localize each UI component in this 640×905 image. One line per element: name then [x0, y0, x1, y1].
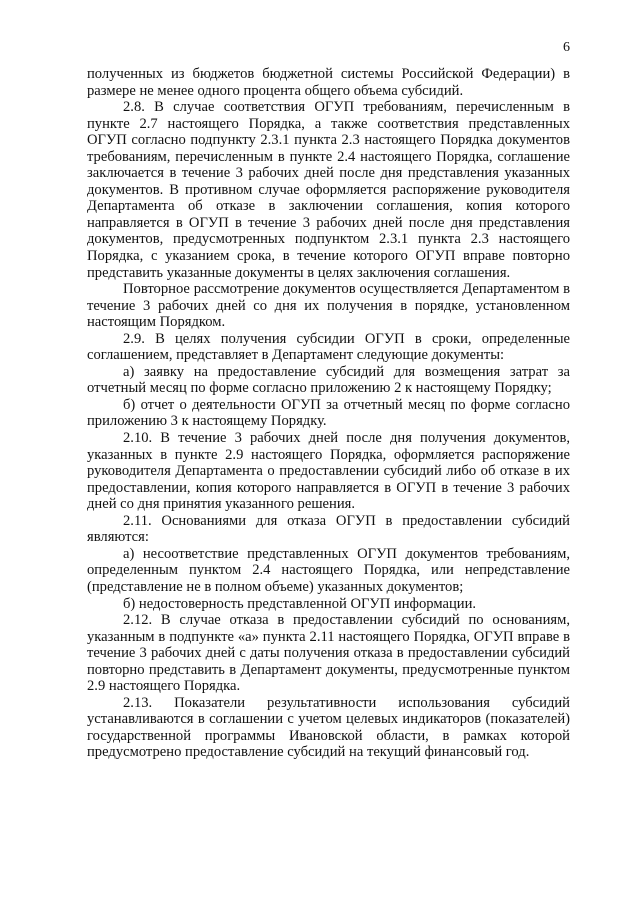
- document-body: [87, 66, 570, 761]
- page-number: 6: [563, 40, 570, 55]
- paragraph: а) несоответствие представленных ОГУП документов требованиям, определенным пунктом 2.4 настоящего Порядка, или непредставление (представление не в полном объеме) указанных документов;: [87, 545, 570, 595]
- paragraph: б) отчет о деятельности ОГУП за отчетный месяц по форме согласно приложению 3 к настоящему Порядку.: [87, 396, 570, 430]
- paragraph: 2.13. Показатели результативности использования субсидий устанавливаются в соглашении с учетом целевых индикаторов (показателей) государственной программы Ивановской области, в рамках которой предусмотрено предоставление субсидий на текущий финансовый год.: [87, 694, 570, 761]
- paragraph: 2.8. В случае соответствия ОГУП требованиям, перечисленным в пункте 2.7 настоящего Порядка, а также соответствия представленных ОГУП согласно подпункту 2.3.1 пункта 2.3 настоящего Порядка документов требованиям, перечисленным в пункте 2.4 настоящего Порядка, соглашение заключается в течение 3 рабочих дней после дня представления указанных документов. В противном случае оформляется распоряжение руководителя Департамента об отказе в заключении соглашения, копия которого направляется в ОГУП в течение 3 рабочих дней после дня представления документов, предусмотренных подпунктом 2.3.1 пункта 2.3 настоящего Порядка, с указанием срока, в течение которого ОГУП вправе повторно представить указанные документы в целях заключения соглашения.: [87, 99, 570, 281]
- paragraph: полученных из бюджетов бюджетной системы Российской Федерации) в размере не менее одного процента общего объема субсидий.: [87, 66, 570, 99]
- paragraph: Повторное рассмотрение документов осуществляется Департаментом в течение 3 рабочих дней со дня их получения в порядке, установленном настоящим Порядком.: [87, 281, 570, 331]
- paragraph: 2.9. В целях получения субсидии ОГУП в сроки, определенные соглашением, представляет в Департамент следующие документы:: [87, 330, 570, 364]
- paragraph: 2.11. Основаниями для отказа ОГУП в предоставлении субсидий являются:: [87, 512, 570, 546]
- paragraph: 2.12. В случае отказа в предоставлении субсидий по основаниям, указанным в подпункте «а» пункта 2.11 настоящего Порядка, ОГУП вправе в течение 3 рабочих дней с даты получения отказа в предоставлении субсидий повторно представить в Департамент документы, предусмотренные пунктом 2.9 настоящего Порядка.: [87, 612, 570, 695]
- paragraph: а) заявку на предоставление субсидий для возмещения затрат за отчетный месяц по форме согласно приложению 2 к настоящему Порядку;: [87, 363, 570, 397]
- paragraph: 2.10. В течение 3 рабочих дней после дня получения документов, указанных в пункте 2.9 настоящего Порядка, оформляется распоряжение руководителя Департамента о предоставлении субсидий либо об отказе в их предоставлении, копия которого направляется в ОГУП в течение 3 рабочих дней со дня принятия указанного решения.: [87, 430, 570, 513]
- paragraph: б) недостоверность представленной ОГУП информации.: [123, 595, 477, 612]
